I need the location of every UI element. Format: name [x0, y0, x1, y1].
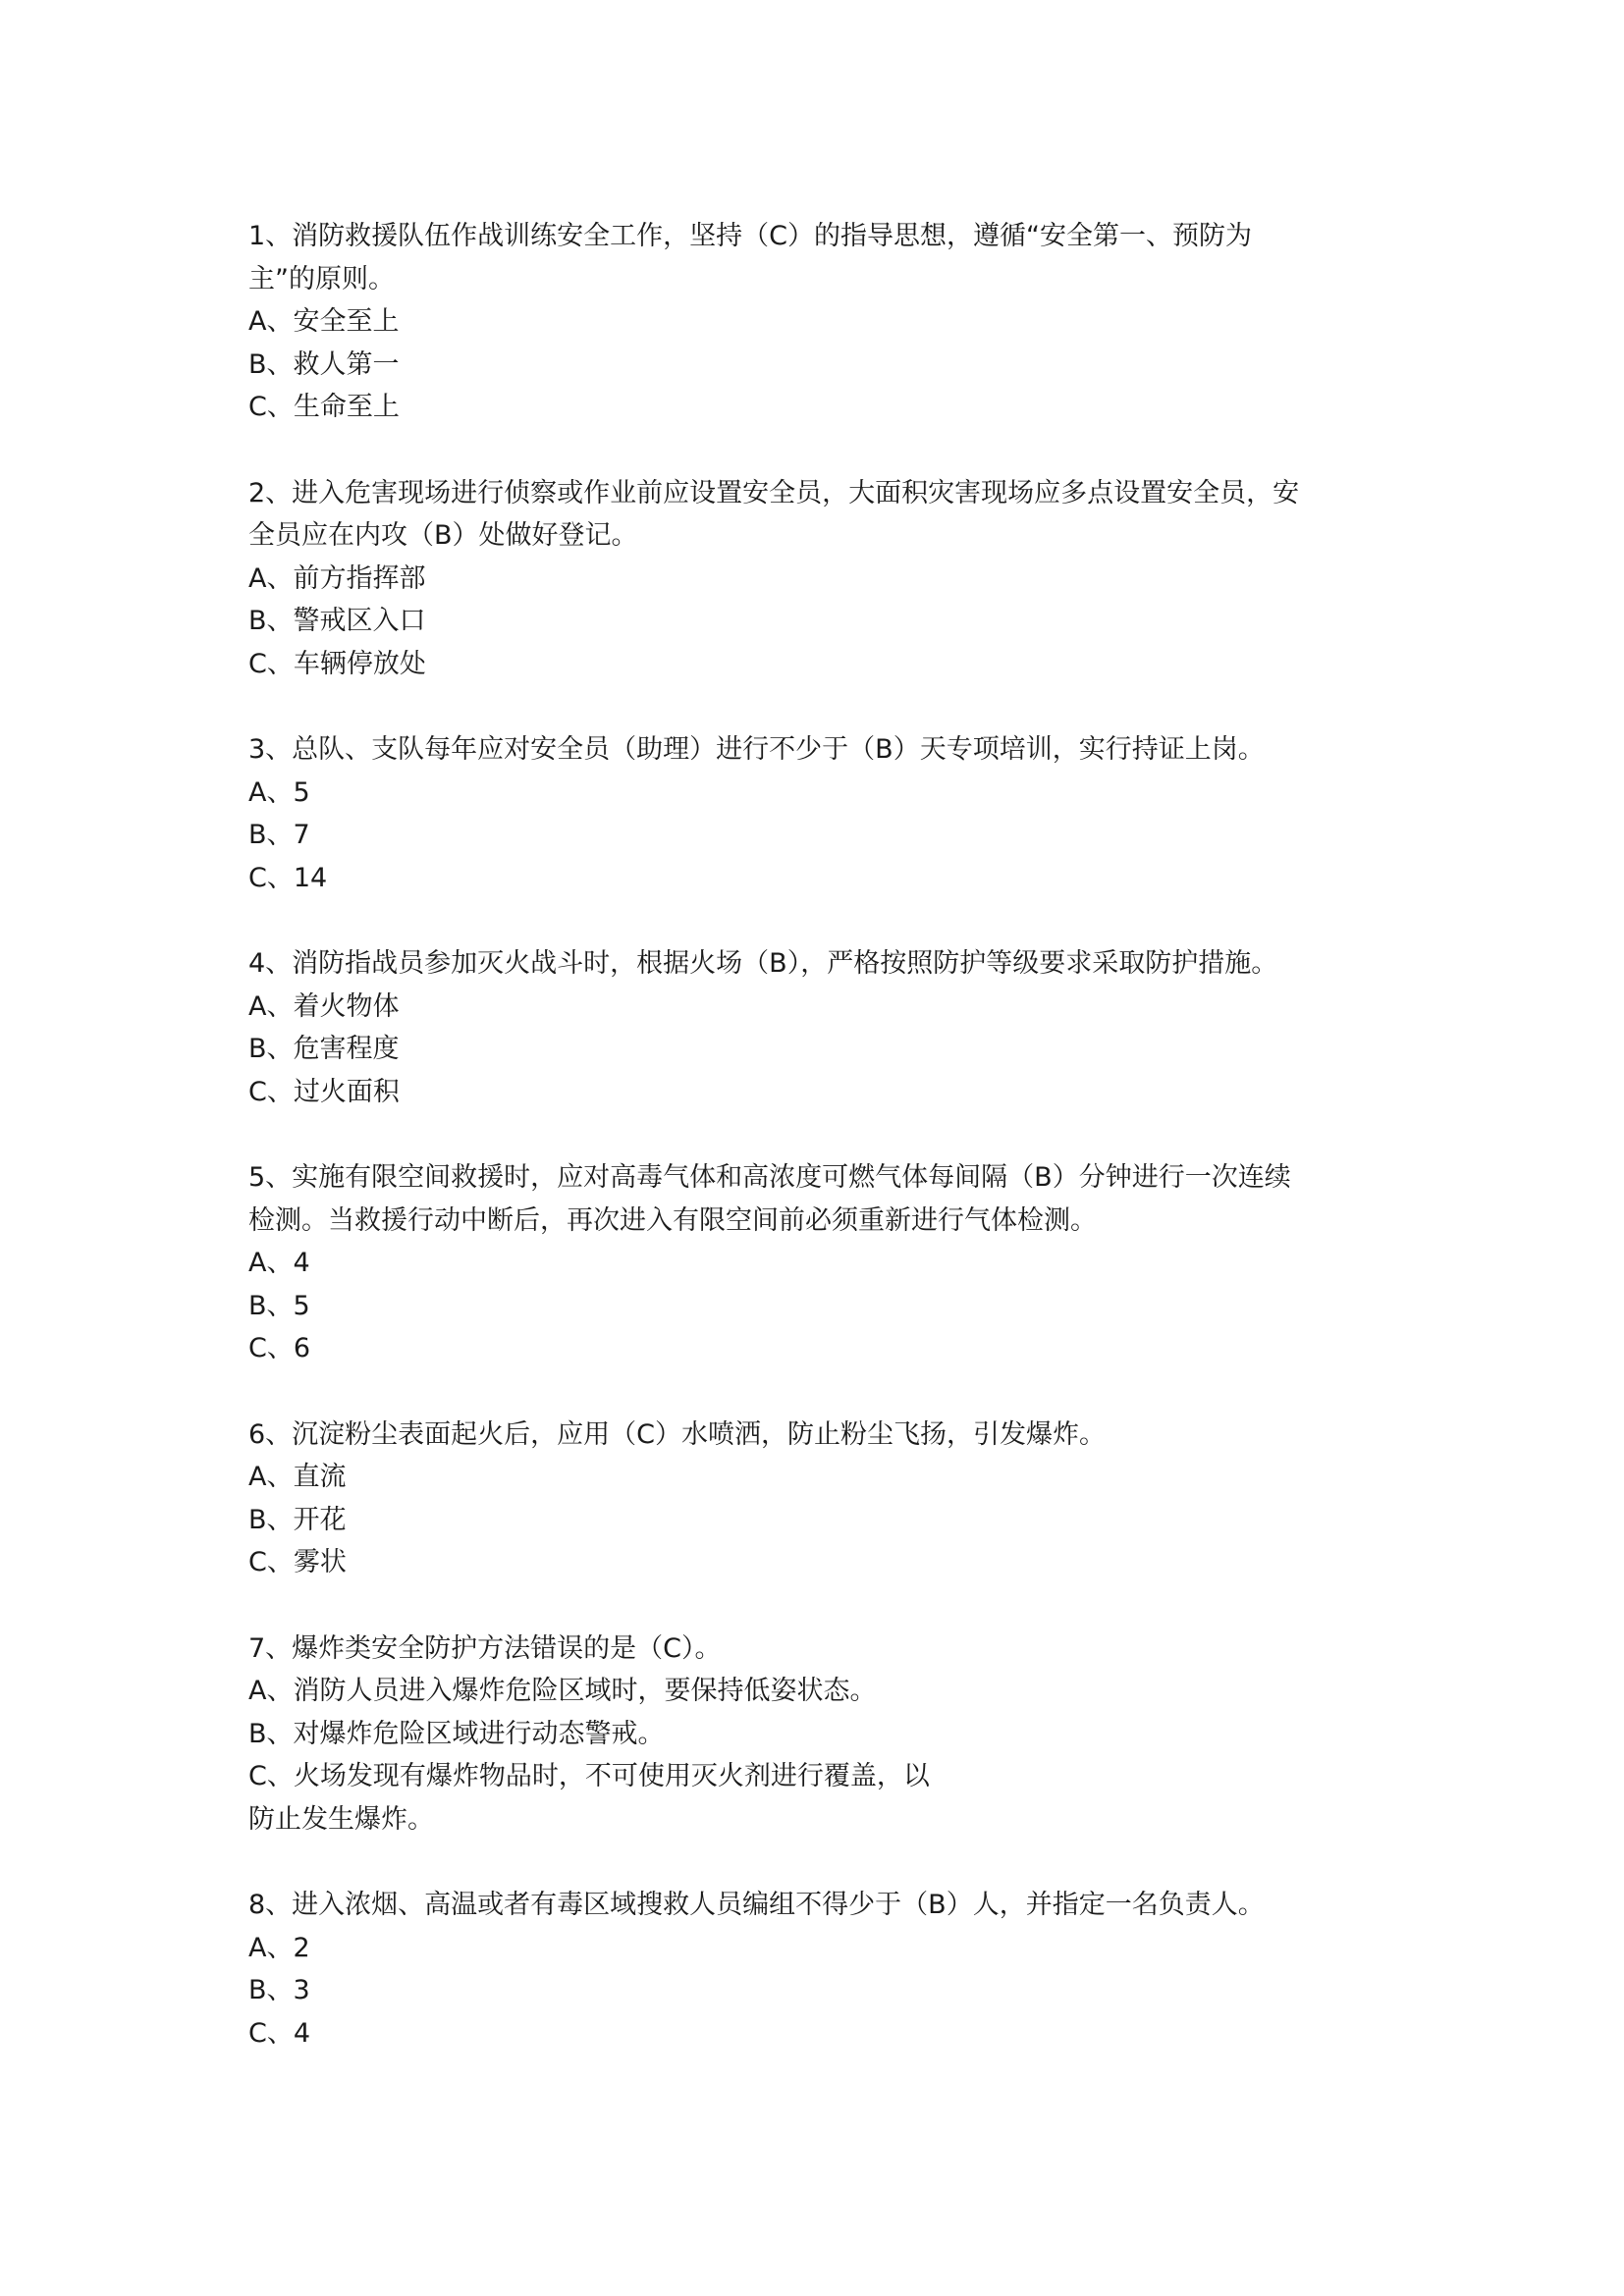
answer-option: C、火场发现有爆炸物品时，不可使用灭火剂进行覆盖，以	[248, 1761, 930, 1792]
question-text: 主”的原则。	[248, 263, 395, 294]
answer-option: A、消防人员进入爆炸危险区域时，要保持低姿状态。	[248, 1676, 877, 1707]
question-text: 2、进入危害现场进行侦察或作业前应设置安全员，大面积灾害现场应多点设置安全员，安	[248, 477, 1300, 508]
question-text: 4、消防指战员参加灭火战斗时，根据火场（B），严格按照防护等级要求采取防护措施。	[248, 948, 1278, 980]
question-block	[248, 1628, 1407, 1842]
question-text: 全员应在内攻（B）处做好登记。	[248, 520, 638, 552]
answer-option: C、雾状	[248, 1547, 347, 1578]
answer-option: 防止发生爆炸。	[248, 1803, 434, 1835]
answer-option: B、危害程度	[248, 1034, 400, 1065]
answer-option: B、警戒区入口	[248, 606, 426, 637]
question-block	[248, 472, 1407, 686]
answer-option: A、着火物体	[248, 990, 400, 1022]
answer-option: C、车辆停放处	[248, 648, 426, 679]
answer-option: A、安全至上	[248, 306, 400, 338]
answer-option: B、救人第一	[248, 348, 400, 380]
answer-option: C、14	[248, 862, 328, 893]
answer-option: C、6	[248, 1333, 311, 1364]
answer-option: B、开花	[248, 1504, 347, 1535]
answer-option: B、对爆炸危险区域进行动态警戒。	[248, 1718, 665, 1749]
document-page	[248, 215, 1407, 2098]
question-text: 7、爆炸类安全防护方法错误的是（C）。	[248, 1632, 722, 1664]
question-block	[248, 1156, 1407, 1370]
question-text: 3、总队、支队每年应对安全员（助理）进行不少于（B）天专项培训，实行持证上岗。	[248, 734, 1265, 766]
answer-option: A、4	[248, 1248, 310, 1279]
answer-option: B、5	[248, 1290, 310, 1321]
answer-option: C、生命至上	[248, 392, 400, 423]
question-block	[248, 1884, 1407, 2055]
answer-option: A、5	[248, 776, 310, 808]
answer-option: A、直流	[248, 1462, 347, 1493]
answer-option: B、3	[248, 1975, 310, 2006]
answer-option: C、过火面积	[248, 1076, 400, 1107]
answer-option: C、4	[248, 2017, 311, 2049]
question-block	[248, 215, 1407, 429]
question-text: 6、沉淀粉尘表面起火后，应用（C）水喷洒，防止粉尘飞扬，引发爆炸。	[248, 1418, 1107, 1450]
answer-option: B、7	[248, 820, 310, 851]
question-block	[248, 728, 1407, 899]
question-block	[248, 1414, 1407, 1584]
question-text: 8、进入浓烟、高温或者有毒区域搜救人员编组不得少于（B）人，并指定一名负责人。	[248, 1890, 1265, 1921]
answer-option: A、2	[248, 1932, 310, 1963]
question-block	[248, 942, 1407, 1113]
question-text: 1、消防救援队伍作战训练安全工作，坚持（C）的指导思想，遵循“安全第一、预防为	[248, 221, 1253, 251]
answer-option: A、前方指挥部	[248, 562, 426, 594]
question-text: 5、实施有限空间救援时，应对高毒气体和高浓度可燃气体每间隔（B）分钟进行一次连续	[248, 1162, 1291, 1194]
question-text: 检测。当救援行动中断后，再次进入有限空间前必须重新进行气体检测。	[248, 1204, 1097, 1236]
